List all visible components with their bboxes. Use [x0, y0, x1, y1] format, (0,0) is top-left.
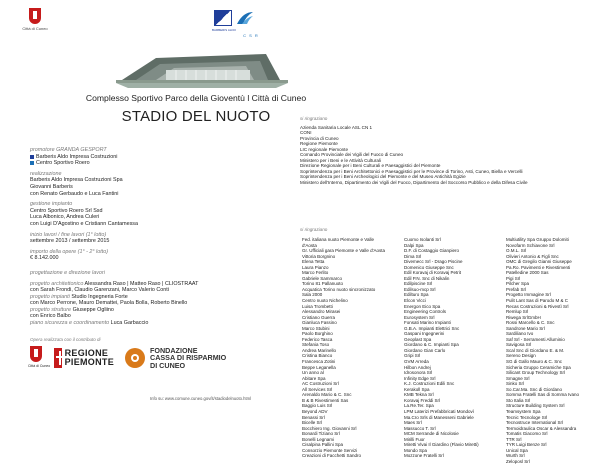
regione-flag-icon: [54, 348, 62, 368]
company-item: Marco Ferlito: [302, 270, 329, 276]
company-item: GVM Arreda: [404, 359, 429, 365]
company-item: Consorzio Piemonte Servizi: [302, 447, 358, 453]
project-subtitle: Complesso Sportivo Parco della Gioventù l Città di Cuneo: [85, 93, 307, 103]
company-item: Saf Srl - Serramenti Alluminio: [506, 336, 565, 342]
company-item: K.J. Costruzioni Edili Snc: [404, 381, 455, 387]
company-item: Prefab Srl: [506, 286, 527, 292]
company-item: Silicant Group Technology Srl: [506, 370, 565, 376]
company-item: Teamsystem Spa: [506, 408, 541, 414]
company-item: Beppe Leganella: [302, 364, 336, 370]
company-item: Fonsati Marino Impianti: [404, 320, 451, 326]
company-item: Maes Srl: [404, 420, 422, 426]
footer-city-crest-icon: [30, 346, 42, 362]
company-item: Structure Building System Srl: [506, 403, 565, 409]
institutions-list: [300, 116, 600, 186]
company-item: Hilbon Andrej: [404, 364, 431, 370]
sicurezza-value: Luca Garbaccio: [110, 320, 149, 327]
company-item: Luisa Trombetti: [302, 303, 333, 309]
company-item: Abitare Spa: [302, 375, 326, 381]
company-item: KMB Tekna Srl: [404, 392, 434, 398]
company-item: Gr. Ufficiali gara Piemonte e Valle d'Aosta: [302, 248, 385, 254]
company-item: Termoidraulica Oscar & Alessandra: [506, 425, 577, 431]
company-item: Geoplast Spa: [404, 336, 432, 342]
realizzazione-line: Barberis Aldo Impresa Costruzioni Spa: [30, 177, 123, 184]
company-item: Patelledine 2000 Sas: [506, 270, 549, 276]
csr-swoosh-icon: [236, 10, 254, 26]
company-item: G.B.A. Impianti Elettrici Snc: [404, 325, 460, 331]
company-item: Massucco T. Srl: [404, 425, 436, 431]
gestione-line: Centro Sportivo Roero Srl Ssd: [30, 207, 103, 214]
company-item: Centro nuoto Nichelino: [302, 298, 348, 304]
company-item: Laura Pianzo: [302, 264, 329, 270]
company-item: Miretti Vivai Il Giardino (Flavio Miretti): [404, 442, 479, 448]
company-item: Francesca Zotini: [302, 359, 336, 365]
fondazione-line2: CASSA DI RISPARMIO: [150, 353, 227, 363]
contributors-label: Opera realizzata con il contributo di: [30, 337, 101, 342]
company-item: Sicheria Gruppo Ceramiche Spa: [506, 364, 571, 370]
company-item: Divemecc Srl - Drago Piscine: [404, 259, 463, 265]
promotore-name: Centro Sportivo Roero: [36, 160, 90, 167]
company-item: Elcon Vicci: [404, 298, 426, 304]
company-item: Andrea Marinello: [302, 347, 337, 353]
institution-item: Ministero per i Beni e le Attività Culturali: [300, 157, 381, 163]
institution-item: Provincia di Cuneo: [300, 135, 339, 141]
company-item: Mondo Spa: [404, 447, 428, 453]
barberis-logo: [212, 10, 237, 40]
company-item: Torino 81 Pallanuoto: [302, 281, 344, 287]
company-item: Tomatis Giacomo Srl: [506, 431, 548, 437]
promotore-item: [30, 160, 230, 167]
company-item: Progetto Immagine Srl: [506, 292, 551, 298]
company-item: Fed. italiana nuoto Piemonte e Valle: [302, 237, 374, 242]
company-item: Recas Costruzioni & Rivestì Srl: [506, 303, 569, 309]
institution-item: CONI: [300, 130, 312, 136]
company-item: Edilturo Spa: [404, 292, 429, 298]
progetto-architettonico: [30, 281, 230, 288]
company-item: Acquatica Torino nuoto sincronizzato: [302, 286, 376, 292]
company-item: AC Costruzioni Srl: [302, 381, 339, 387]
company-item: Tecnic Tecnologe Srl: [506, 414, 548, 420]
institution-item: Azienda Sanitaria Locale ASL CN 1: [300, 124, 373, 130]
company-item: Cristina Bianco: [302, 353, 333, 359]
progetto-strut-value: Giuseppe Ogliino: [72, 306, 114, 313]
institution-item: Direzione Regionale per i Beni Culturali e Paesaggistici del Piemonte: [300, 163, 441, 169]
realizzazione-label: realizzazione: [30, 170, 62, 177]
piano-sicurezza: [30, 320, 230, 327]
barberis-logo-caption: BARBERIS ALDO: [212, 28, 237, 32]
info-link[interactable]: Info su: www.comune.cuneo.gov/it/stadiodelnuoto.html: [150, 396, 252, 401]
progetto-imp-more: con Marco Perrone, Mauro Demattei, Paola Bolla, Roberto Binello: [30, 300, 188, 307]
company-item: Benassi Srl: [302, 414, 325, 420]
company-item: OMC di Gregilo Gianni Giuseppe: [506, 259, 572, 265]
promotore-label: promotore GRANDA GESPORT: [30, 147, 107, 153]
gestione-line: Luca Albonico, Andrea Culeri: [30, 214, 100, 221]
company-item: Creazioni di Facchetti Sandro: [302, 453, 362, 459]
lavori-label: inizio lavori / fine lavori (1° lotto): [30, 231, 107, 238]
promotore-item: [30, 154, 230, 161]
company-item: Paolo Borghino: [302, 331, 333, 337]
company-item: Ma.Cro Srls di Manesseni Gabriele: [404, 414, 474, 420]
company-item: Gabriele Sammarco: [302, 275, 343, 281]
fondazione-line1: FONDAZIONE: [150, 345, 198, 355]
company-item: Gaspani Ingegnerini: [404, 331, 445, 337]
company-item: Smagne Srl: [506, 375, 530, 381]
company-item: B & B Rivestimenti Sas: [302, 397, 349, 403]
company-item: Bicelle Srl: [302, 420, 323, 426]
company-item: Edil Koravaj di Koravaj Petrit: [404, 270, 462, 276]
company-item: Pigi Srl: [506, 275, 521, 281]
barberis-mark-icon: [214, 10, 232, 26]
company-item: La.Re.Ter. Spa: [404, 403, 434, 409]
regione-piemonte-logo: [54, 345, 114, 371]
company-item: Bonardi Tiziano Srl: [302, 431, 340, 437]
fondazione-line3: DI CUNEO: [150, 360, 186, 370]
lavori-value: settembre 2013 / settembre 2015: [30, 238, 110, 245]
company-item: Bocchiero Ing. Giovanni Srl: [302, 425, 357, 431]
thanks-column-1: [302, 237, 400, 459]
importo-value: € 8.142.000: [30, 255, 59, 262]
company-item: Olivieri Antonio & Figli Snc: [506, 253, 559, 259]
company-item: D.F. di Costaggio Gianpiero: [404, 248, 460, 254]
thanks-column-2: [404, 237, 502, 459]
company-item: Cristiano Guerra: [302, 314, 336, 320]
institutions-label: si ringraziano: [300, 116, 328, 121]
company-item: Idrosonora Srl: [404, 370, 433, 376]
company-item: SG di Gallo Mauro & C. Snc: [506, 359, 563, 365]
regione-text: [65, 349, 114, 367]
progetto-impianti: [30, 294, 230, 301]
progetto-arch-label: progetto architettonico: [30, 280, 84, 287]
company-item: Domenico Giuseppe Snc: [404, 264, 454, 270]
company-item: Infinity Edge Srl: [404, 375, 436, 381]
company-item: Pilcher Spa: [506, 281, 530, 287]
company-item: Giordano Gian Carlo: [404, 347, 446, 353]
company-item: Dima Srl: [404, 253, 422, 259]
city-of-cuneo-logo: [22, 8, 48, 42]
importo-label: importo della opere (1° - 2° lotto): [30, 248, 109, 255]
credits-column: [30, 147, 230, 327]
company-item: Engineering Controls: [404, 309, 447, 315]
company-item: Riwega SrlGmbH: [506, 314, 541, 320]
company-item: Koravaj Freddi Srl: [404, 397, 441, 403]
roero-small-icon: [30, 161, 34, 165]
company-item: Unical Spa: [506, 447, 528, 453]
institution-item: Comando Provinciale dei Vigili del Fuoco di Cuneo: [300, 152, 404, 158]
company-item: Wurth Srl: [506, 453, 525, 459]
company-item: Kerakoll Spa: [404, 386, 430, 392]
company-item: LPM Laterizi Prefabbricati Mondovì: [404, 408, 475, 414]
progettazione-label: progettazione e direzione lavori: [30, 269, 105, 276]
company-item: MCM Serrande di Nicolosie: [404, 431, 459, 437]
company-item: d'Aosta: [302, 242, 317, 248]
company-item: All Services Srl: [302, 386, 333, 392]
company-item: Beyond ADV: [302, 408, 328, 414]
company-item: Somma Fratelli Sas di Somma Ivano: [506, 392, 580, 398]
fondazione-crc-logo: [124, 344, 264, 372]
company-item: Savigosa Srl: [506, 342, 532, 348]
company-item: Eurosystem Srl: [404, 314, 435, 320]
company-item: Baggio Luis Srl: [302, 403, 333, 409]
realizzazione-line: Giovanni Barberis: [30, 183, 73, 190]
company-item: So.Car.Ma. Snc di Giordano: [506, 386, 563, 392]
company-item: Un anno al: [302, 370, 324, 376]
footer-city-caption: Città di Cuneo: [28, 364, 51, 368]
company-item: Edilsuo-mcp Srl: [404, 286, 436, 292]
company-item: Gripi Srl: [404, 353, 421, 359]
promotore-name: Barberis Aldo Impresa Costruzioni: [36, 153, 118, 160]
gestione-line: con Luigi D'Agostino e Cristiann Cantamessa: [30, 220, 138, 227]
institution-item: Soprintendenza per i Beni Archeologici del Piemonte e del Museo Antichità Egizie: [300, 174, 466, 180]
institution-item: Ministero dell'Interno, Dipartimento dei Vigili del Fuoco, Dipartimento del Soccorso Pubblico e della Difesa Civile: [300, 180, 528, 186]
company-item: Stefania Toso: [302, 342, 330, 348]
company-item: Sala 2000: [302, 292, 323, 298]
fondazione-mark-icon: [124, 347, 146, 369]
thanks-label: si ringraziano: [300, 227, 328, 232]
regione-line2: PIEMONTE: [64, 357, 114, 367]
regione-line1: REGIONE: [64, 348, 109, 358]
company-item: Mozzone Fratelli Srl: [404, 453, 444, 459]
institution-item: Regione Piemonte: [300, 141, 338, 147]
company-item: Tecnostruce International Srl: [506, 420, 564, 426]
company-item: Mirilli Fuor: [404, 436, 425, 442]
company-item: Scal Snc di Giordano E. & M.: [506, 347, 565, 353]
company-item: Zeloposl Srl: [506, 458, 530, 464]
company-item: Federico Tasca: [302, 336, 333, 342]
company-item: Vittoria Borgnino: [302, 253, 336, 259]
city-crest-icon: [29, 8, 41, 24]
institution-item: Soprintendenza per i Beni Architettonici e Paesaggistici per le Province di Torino, Asti, Cuneo, Biella e Vercelli: [300, 168, 523, 174]
company-item: Bonelli Legnami: [302, 436, 335, 442]
fondazione-text: [150, 347, 226, 370]
footer-city-logo: [28, 346, 51, 368]
company-item: Multiutility Spa Gruppo Dolomiti: [506, 237, 569, 242]
gestione-label: gestione impianto: [30, 201, 73, 208]
city-logo-caption: Città di Cuneo: [22, 26, 48, 31]
company-item: TYR Luigi Benze Srl: [506, 442, 547, 448]
company-item: Pa.Ro. Pavimenti e Rivestimenti: [506, 264, 571, 270]
barberis-small-icon: [30, 155, 34, 159]
progetto-arch-value: Alessandra Raso | Matteo Raso | CLIOSTRAAT: [84, 280, 199, 287]
thanks-column-3: [506, 237, 604, 464]
progetto-strut-label: progetto strutture: [30, 306, 72, 313]
company-item: Cuomo Isolanti Srl: [404, 237, 441, 242]
company-item: Giordano & C. Impianti Spa: [404, 342, 459, 348]
company-item: Dalpi Spa: [404, 242, 424, 248]
company-item: Sardiliano Ivo: [506, 331, 534, 337]
company-item: Novofarm Schiavone Srl: [506, 242, 555, 248]
company-item: Pulit Lant Sas di Parodo M & C: [506, 298, 569, 304]
company-item: Sinko Srl: [506, 381, 525, 387]
sicurezza-label: piano sicurezza e coordinamento: [30, 320, 110, 327]
progetto-strut-more: con Enrico Balbo: [30, 313, 71, 320]
company-item: Edil P.N. Snc di Nikalin: [404, 275, 450, 281]
institution-item: LIC regionale Piemonte: [300, 146, 349, 152]
company-item: Cisalpina Pallini Spa: [302, 442, 344, 448]
company-item: Elena Tetta: [302, 259, 325, 265]
company-item: Arenaldo Mario & C. Snc: [302, 392, 352, 398]
progetto-imp-label: progetto impianti: [30, 293, 70, 300]
company-item: O.M.L. Srl: [506, 248, 527, 254]
company-item: Edilpiscine Srl: [404, 281, 433, 287]
company-item: Remlup Srl: [506, 309, 529, 315]
csr-logo-caption: C S R: [243, 33, 259, 38]
company-item: Gianluca Fassino: [302, 320, 337, 326]
progetto-imp-value: Studio Ingegneria Forte: [71, 293, 128, 300]
company-item: TTR Srl: [506, 436, 522, 442]
company-item: Sandrone Mario Srl: [506, 325, 545, 331]
company-item: Sereno Design: [506, 353, 536, 359]
company-item: Energon Eico Spa: [404, 303, 441, 309]
progetto-arch-more: con Sarah Frondi, Claudio Garenzani, Marco Valerio Conti: [30, 287, 169, 294]
csr-logo: [236, 10, 266, 40]
company-item: Rossi Marcello & C. Snc: [506, 320, 555, 326]
page-title: STADIO DEL NUOTO: [121, 108, 271, 125]
realizzazione-line: con Renato Gerbaudo e Luca Fantini: [30, 190, 119, 197]
company-item: Alessandro Mirasei: [302, 309, 341, 315]
company-item: Sto Italia Srl: [506, 397, 531, 403]
progetto-strutture: [30, 307, 230, 314]
company-item: Marco Stubini: [302, 325, 330, 331]
